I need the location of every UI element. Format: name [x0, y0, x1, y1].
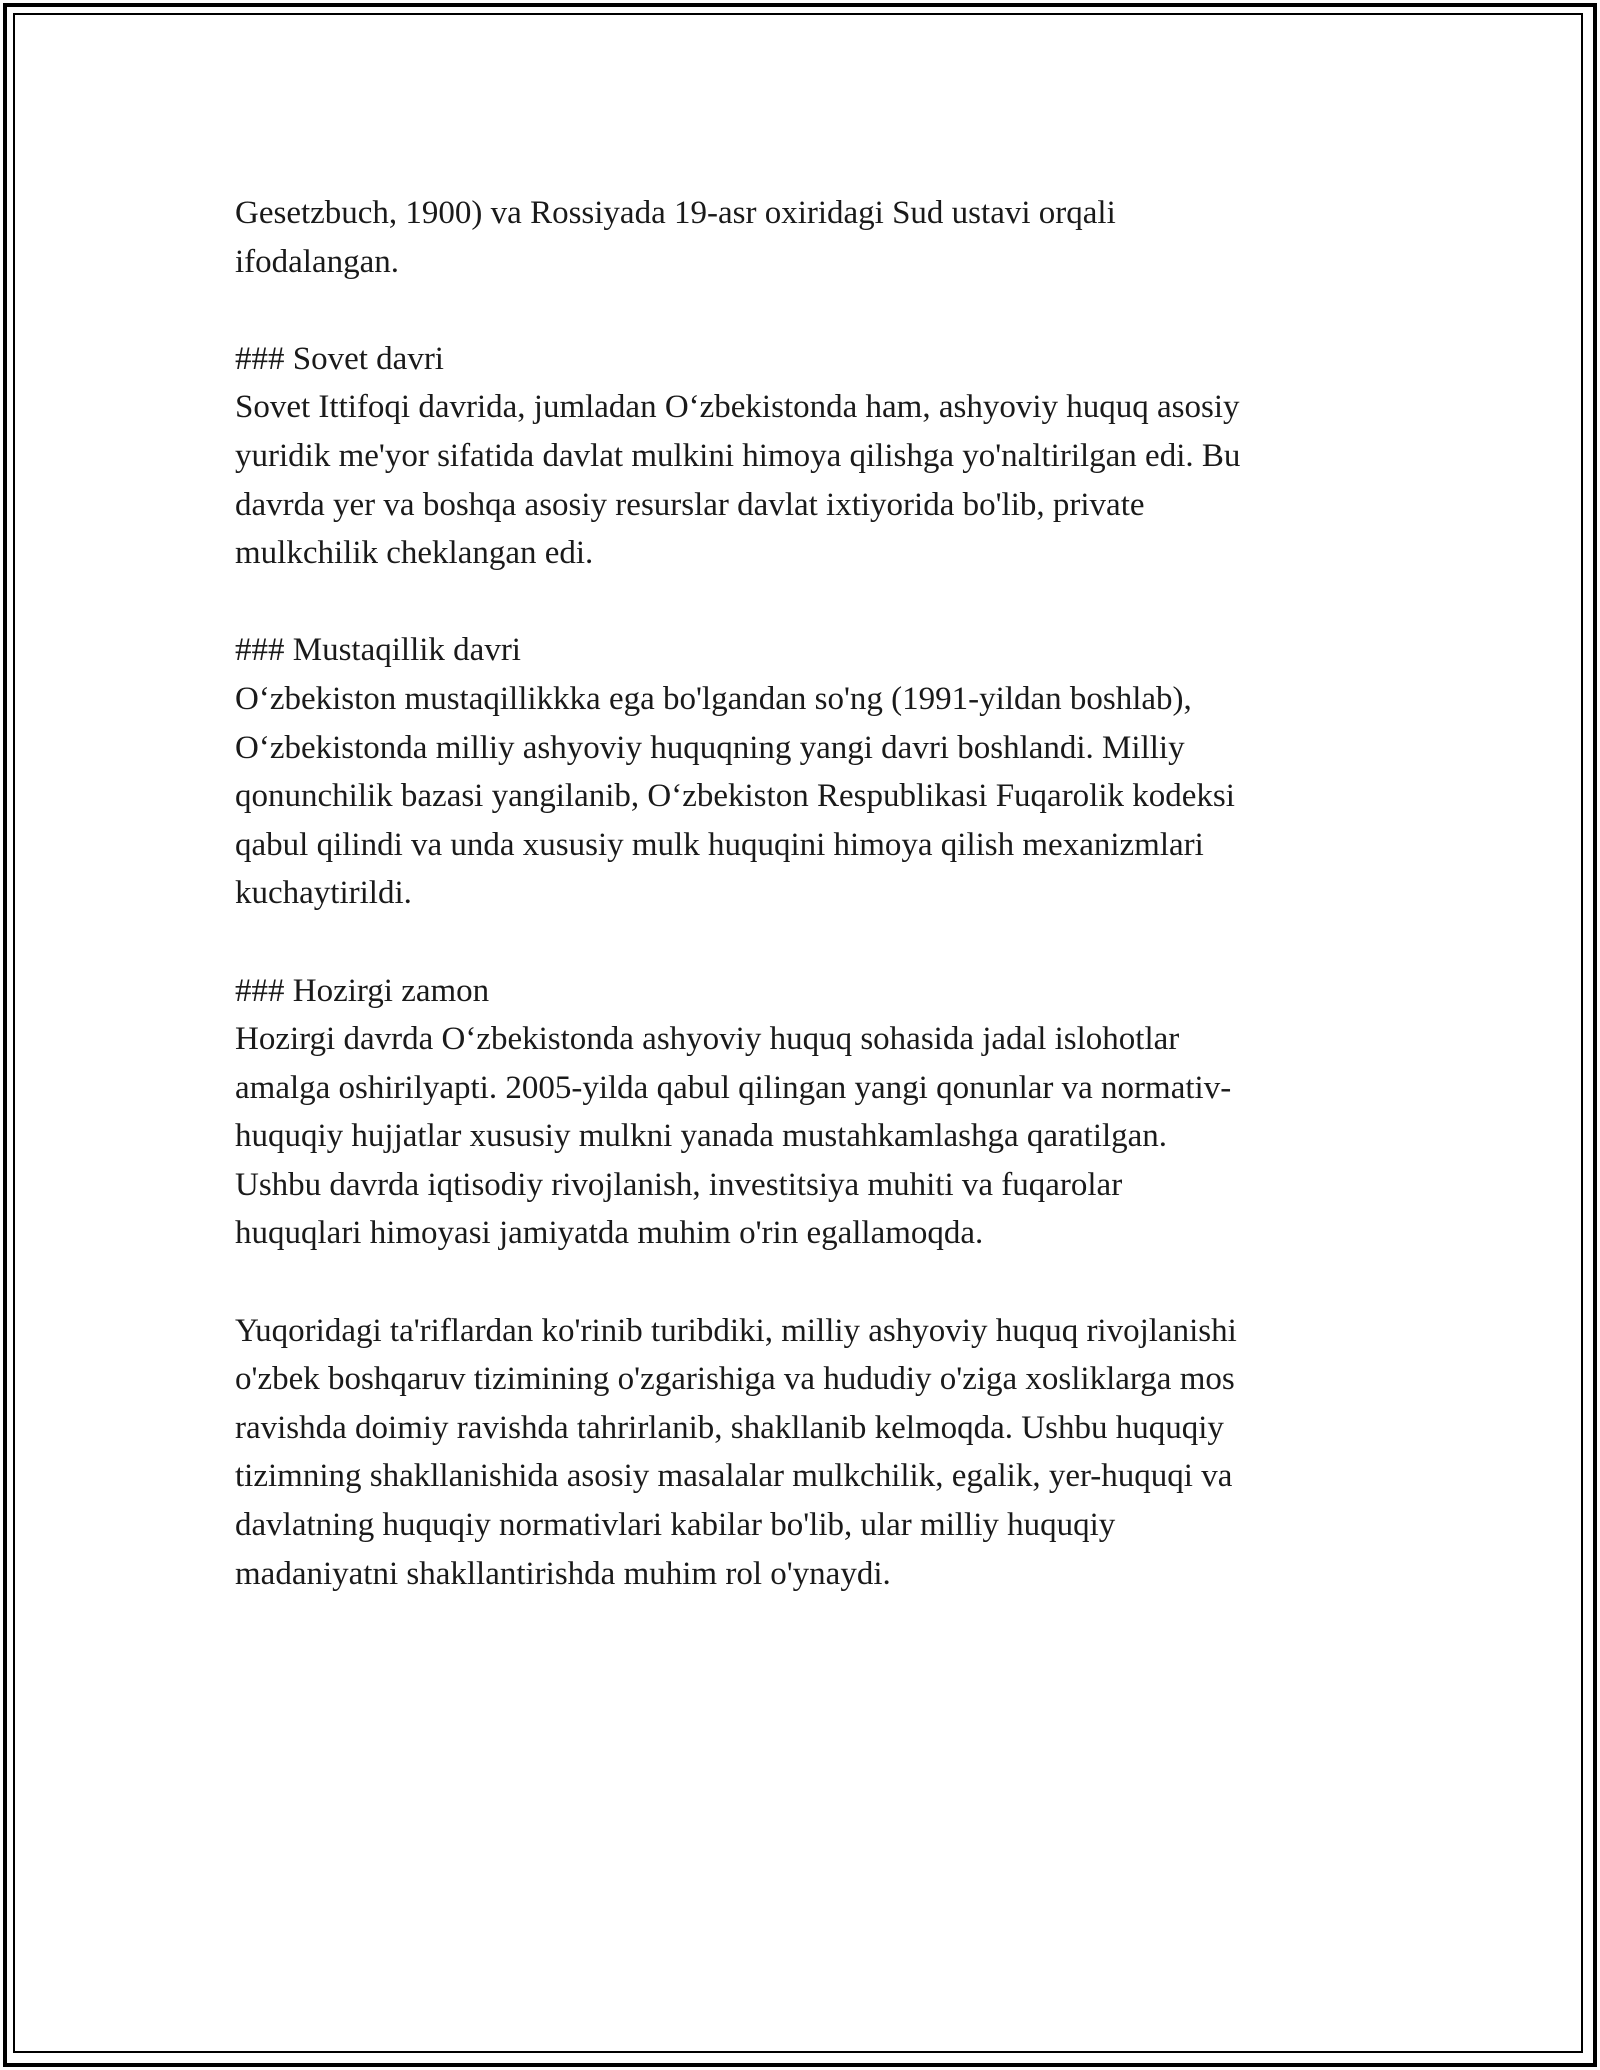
section-sovet-davri: [235, 335, 1375, 578]
section-body: O‘zbekiston mustaqillikkka ega bo'lgandan so'ng (1991-yildan boshlab), O‘zbekistonda milliy ashyoviy huquqning yangi davri boshlandi. Milliy qonunchilik bazasi yangilanib, O‘zbekiston Respublikasi Fuqarolik kodeksi qabul qilindi va unda xususiy mulk huquqini himoya qilish mexanizmlari kuchaytirildi.: [235, 680, 1235, 912]
section-heading: ### Hozirgi zamon: [235, 972, 490, 1009]
section-body: Sovet Ittifoqi davrida, jumladan O‘zbekistonda ham, ashyoviy huquq asosiy yuridik me'yor sifatida davlat mulkini himoya qilishga yo'naltirilgan edi. Bu davrda yer va boshqa asosiy resurslar davlat ixtiyorida bo'lib, private mulkchilik cheklangan edi.: [235, 389, 1241, 572]
section-mustaqillik-davri: [235, 626, 1375, 918]
section-heading: ### Sovet davri: [235, 340, 444, 377]
section-heading: ### Mustaqillik davri: [235, 632, 521, 669]
section-body: Hozirgi davrda O‘zbekistonda ashyoviy huquq sohasida jadal islohotlar amalga oshirilyapti. 2005-yilda qabul qilingan yangi qonunlar va normativ- huquqiy hujjatlar xususiy mulkni yanada mustahkamlashga qaratilgan. Ushbu davrda iqtisodiy rivojlanish, investitsiya muhiti va fuqarolar huquqlari himoyasi jamiyatda muhim o'rin egallamoqda.: [235, 1021, 1232, 1252]
conclusion-paragraph: Yuqoridagi ta'riflardan ko'rinib turibdiki, milliy ashyoviy huquq rivojlanishi o'zbek boshqaruv tizimining o'zgarishiga va hududiy o'ziga xosliklarga mos ravishda doimiy ravishda tahrirlanib, shakllanib kelmoqda. Ushbu huquqiy tizimning shakllanishida asosiy masalalar mulkchilik, egalik, yer-huquqi va davlatning huquqiy normativlari kabilar bo'lib, ular milliy huquqiy madaniyatni shakllantirishda muhim rol o'ynaydi.: [235, 1312, 1237, 1592]
section-hozirgi-zamon: [235, 967, 1375, 1259]
intro-paragraph: Gesetzbuch, 1900) va Rossiyada 19-asr oxiridagi Sud ustavi orqali ifodalangan.: [235, 195, 1116, 280]
document-body: [235, 189, 1375, 1647]
